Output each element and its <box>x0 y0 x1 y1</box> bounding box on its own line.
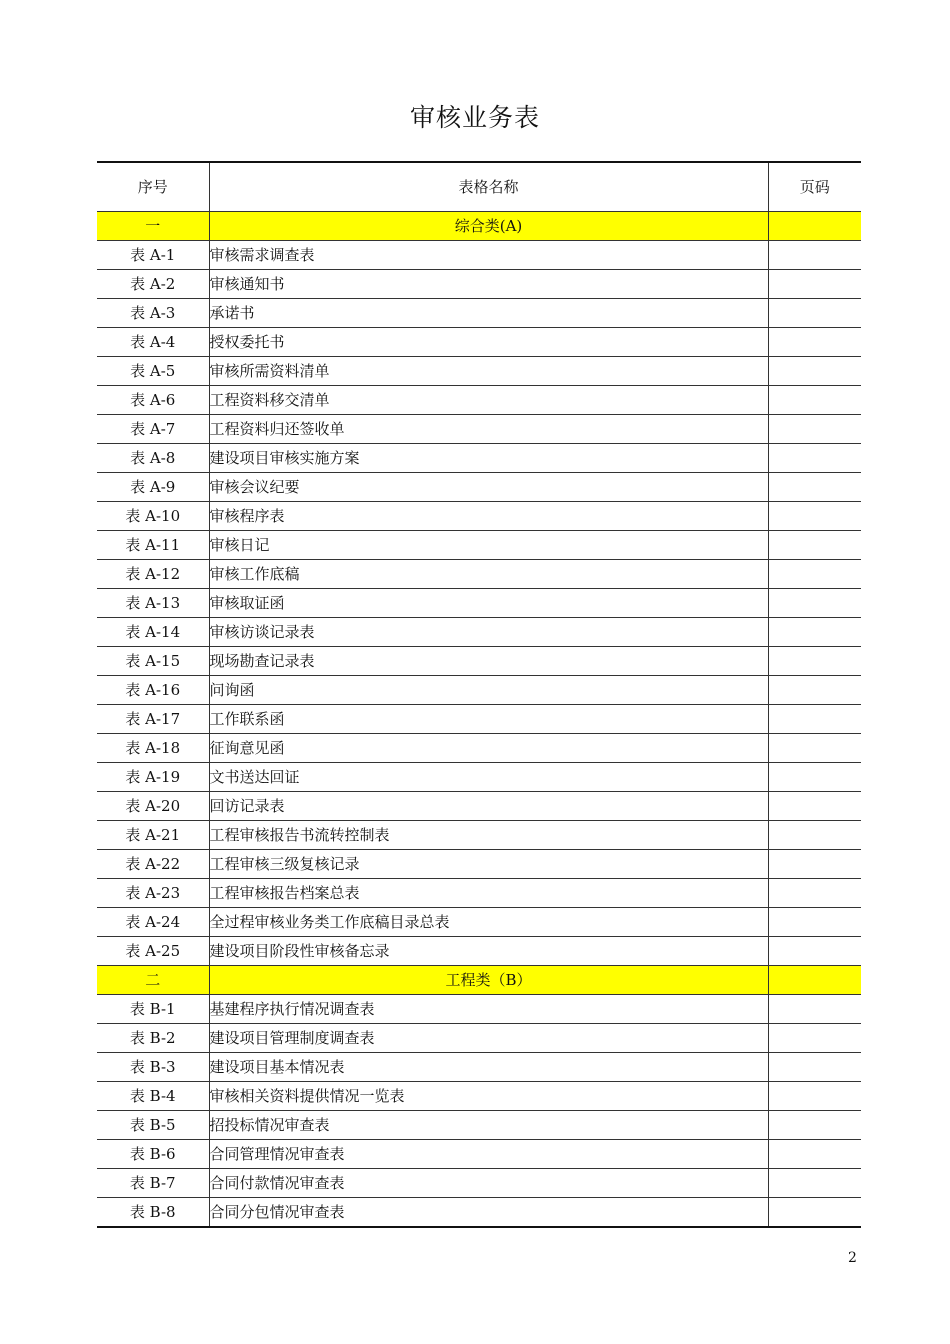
row-page <box>768 1111 861 1140</box>
header-page: 页码 <box>768 162 861 212</box>
table-row <box>97 357 861 386</box>
row-form-name: 审核所需资料清单 <box>209 357 768 386</box>
table-row <box>97 995 861 1024</box>
row-page <box>768 502 861 531</box>
row-form-name: 审核取证函 <box>209 589 768 618</box>
row-page <box>768 328 861 357</box>
table-row <box>97 1082 861 1111</box>
page-title: 审核业务表 <box>409 103 540 132</box>
row-form-name: 合同管理情况审查表 <box>209 1140 768 1169</box>
row-page <box>768 444 861 473</box>
row-form-name: 征询意见函 <box>209 734 768 763</box>
row-form-name: 回访记录表 <box>209 792 768 821</box>
row-seq: 表 A-10 <box>97 502 209 531</box>
row-form-name: 合同分包情况审查表 <box>209 1198 768 1228</box>
row-seq: 表 A-25 <box>97 937 209 966</box>
row-form-name: 审核需求调查表 <box>209 241 768 270</box>
row-seq: 表 B-8 <box>97 1198 209 1228</box>
row-seq: 表 A-4 <box>97 328 209 357</box>
table-row <box>97 502 861 531</box>
row-form-name: 工程审核报告书流转控制表 <box>209 821 768 850</box>
table-header-row <box>97 162 861 212</box>
row-page <box>768 270 861 299</box>
row-form-name: 审核通知书 <box>209 270 768 299</box>
row-seq: 表 B-5 <box>97 1111 209 1140</box>
row-form-name: 合同付款情况审查表 <box>209 1169 768 1198</box>
row-page <box>768 850 861 879</box>
row-seq: 表 A-1 <box>97 241 209 270</box>
row-form-name: 审核相关资料提供情况一览表 <box>209 1082 768 1111</box>
section-page <box>768 966 861 995</box>
row-form-name: 建设项目审核实施方案 <box>209 444 768 473</box>
row-seq: 表 A-22 <box>97 850 209 879</box>
table-row <box>97 1140 861 1169</box>
row-seq: 表 A-14 <box>97 618 209 647</box>
table-row <box>97 676 861 705</box>
table-row <box>97 473 861 502</box>
row-seq: 表 A-23 <box>97 879 209 908</box>
row-seq: 表 A-3 <box>97 299 209 328</box>
row-form-name: 文书送达回证 <box>209 763 768 792</box>
row-seq: 表 B-7 <box>97 1169 209 1198</box>
row-form-name: 建设项目阶段性审核备忘录 <box>209 937 768 966</box>
row-seq: 表 A-20 <box>97 792 209 821</box>
row-page <box>768 1140 861 1169</box>
table-row <box>97 1053 861 1082</box>
row-seq: 表 A-11 <box>97 531 209 560</box>
row-seq: 表 A-17 <box>97 705 209 734</box>
row-page <box>768 415 861 444</box>
section-seq: 二 <box>97 966 209 995</box>
row-page <box>768 676 861 705</box>
row-form-name: 工程资料移交清单 <box>209 386 768 415</box>
row-seq: 表 B-2 <box>97 1024 209 1053</box>
table-row <box>97 734 861 763</box>
row-form-name: 审核会议纪要 <box>209 473 768 502</box>
table-row <box>97 386 861 415</box>
header-name: 表格名称 <box>209 162 768 212</box>
row-form-name: 全过程审核业务类工作底稿目录总表 <box>209 908 768 937</box>
table-row <box>97 415 861 444</box>
table-row <box>97 879 861 908</box>
table-body <box>97 212 861 1228</box>
table-row <box>97 647 861 676</box>
row-form-name: 审核程序表 <box>209 502 768 531</box>
row-seq: 表 A-5 <box>97 357 209 386</box>
row-seq: 表 A-21 <box>97 821 209 850</box>
row-page <box>768 473 861 502</box>
row-seq: 表 B-1 <box>97 995 209 1024</box>
row-form-name: 问询函 <box>209 676 768 705</box>
row-seq: 表 A-9 <box>97 473 209 502</box>
table-row <box>97 560 861 589</box>
row-seq: 表 A-7 <box>97 415 209 444</box>
table-row <box>97 792 861 821</box>
row-seq: 表 A-24 <box>97 908 209 937</box>
row-form-name: 工作联系函 <box>209 705 768 734</box>
row-page <box>768 647 861 676</box>
row-seq: 表 A-12 <box>97 560 209 589</box>
table-row <box>97 531 861 560</box>
row-seq: 表 B-3 <box>97 1053 209 1082</box>
table-row <box>97 1198 861 1228</box>
section-seq: 一 <box>97 212 209 241</box>
row-page <box>768 299 861 328</box>
row-seq: 表 A-8 <box>97 444 209 473</box>
section-row <box>97 212 861 241</box>
row-form-name: 授权委托书 <box>209 328 768 357</box>
row-form-name: 建设项目基本情况表 <box>209 1053 768 1082</box>
row-form-name: 招投标情况审查表 <box>209 1111 768 1140</box>
row-page <box>768 531 861 560</box>
row-seq: 表 A-18 <box>97 734 209 763</box>
table-row <box>97 328 861 357</box>
row-page <box>768 357 861 386</box>
section-page <box>768 212 861 241</box>
table-row <box>97 908 861 937</box>
header-seq: 序号 <box>97 162 209 212</box>
table-row <box>97 589 861 618</box>
table-row <box>97 821 861 850</box>
row-page <box>768 618 861 647</box>
section-title: 综合类(A) <box>209 212 768 241</box>
row-page <box>768 995 861 1024</box>
row-page <box>768 734 861 763</box>
table-row <box>97 241 861 270</box>
section-row <box>97 966 861 995</box>
row-seq: 表 A-15 <box>97 647 209 676</box>
row-form-name: 工程审核三级复核记录 <box>209 850 768 879</box>
page-number: 2 <box>848 1250 857 1266</box>
row-page <box>768 1024 861 1053</box>
row-seq: 表 A-2 <box>97 270 209 299</box>
row-seq: 表 A-19 <box>97 763 209 792</box>
table-row <box>97 850 861 879</box>
section-title: 工程类（B） <box>209 966 768 995</box>
row-page <box>768 1198 861 1228</box>
table-row <box>97 618 861 647</box>
row-page <box>768 908 861 937</box>
row-seq: 表 A-13 <box>97 589 209 618</box>
row-seq: 表 B-4 <box>97 1082 209 1111</box>
table-row <box>97 937 861 966</box>
row-page <box>768 241 861 270</box>
row-form-name: 审核工作底稿 <box>209 560 768 589</box>
row-page <box>768 705 861 734</box>
row-form-name: 工程资料归还签收单 <box>209 415 768 444</box>
row-seq: 表 A-16 <box>97 676 209 705</box>
row-page <box>768 792 861 821</box>
row-seq: 表 B-6 <box>97 1140 209 1169</box>
row-form-name: 审核日记 <box>209 531 768 560</box>
table-row <box>97 1111 861 1140</box>
row-page <box>768 589 861 618</box>
row-form-name: 审核访谈记录表 <box>209 618 768 647</box>
table-row <box>97 763 861 792</box>
forms-table <box>97 161 861 1228</box>
row-page <box>768 763 861 792</box>
table-row <box>97 444 861 473</box>
row-page <box>768 1053 861 1082</box>
row-form-name: 工程审核报告档案总表 <box>209 879 768 908</box>
row-page <box>768 386 861 415</box>
row-page <box>768 937 861 966</box>
row-form-name: 现场勘查记录表 <box>209 647 768 676</box>
table-row <box>97 1024 861 1053</box>
row-form-name: 基建程序执行情况调查表 <box>209 995 768 1024</box>
row-page <box>768 1169 861 1198</box>
row-form-name: 建设项目管理制度调查表 <box>209 1024 768 1053</box>
row-seq: 表 A-6 <box>97 386 209 415</box>
row-page <box>768 879 861 908</box>
row-page <box>768 821 861 850</box>
table-row <box>97 1169 861 1198</box>
row-page <box>768 560 861 589</box>
row-form-name: 承诺书 <box>209 299 768 328</box>
table-row <box>97 299 861 328</box>
row-page <box>768 1082 861 1111</box>
table-row <box>97 270 861 299</box>
table-row <box>97 705 861 734</box>
